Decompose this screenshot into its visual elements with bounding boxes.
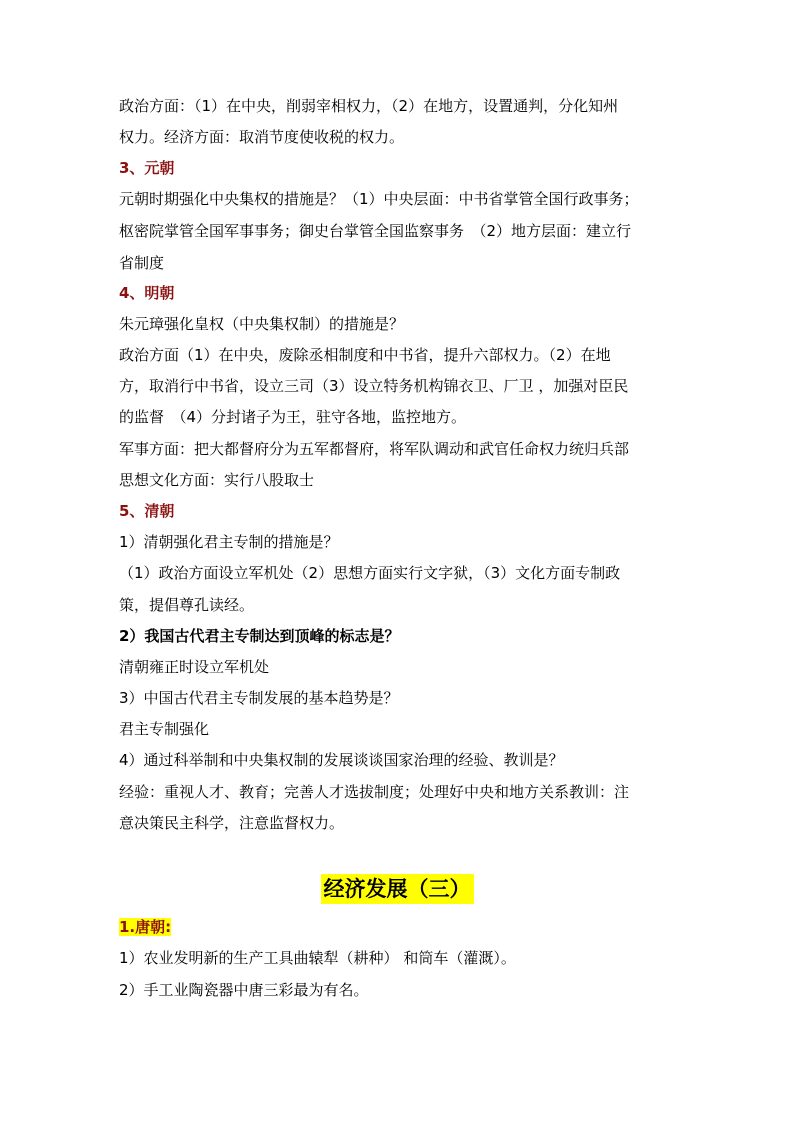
text-line: 省制度 [119,254,165,272]
bold-question: 2）我国古代君主专制达到顶峰的标志是？ [119,627,400,645]
text-line: （1）政治方面设立军机处（2）思想方面实行文字狱，（3）文化方面专制政 [119,564,621,582]
text-line: 权力。经济方面：取消节度使收税的权力。 [119,128,405,146]
text-line: 朱元璋强化皇权（中央集权制）的措施是？ [119,315,405,333]
text-line: 4）通过科举制和中央集权制的发展谈谈国家治理的经验、教训是？ [119,751,564,769]
heading-qing: 5、清朝 [119,502,175,520]
text-line: 清朝雍正时设立军机处 [119,658,270,676]
heading-tang-text: 1.唐朝: [119,918,172,936]
text-line: 策，提倡尊孔读经。 [119,596,255,614]
text-line: 政治方面（1）在中央，废除丞相制度和中书省，提升六部权力。（2）在地 [119,346,611,364]
text-line: 意决策民主科学，注意监督权力。 [119,814,345,832]
text-line: 1）清朝强化君主专制的措施是？ [119,533,339,551]
heading-yuan: 3、元朝 [119,159,175,177]
text-line: 元朝时期强化中央集权的措施是？（1）中央层面：中书省掌管全国行政事务； [119,190,639,208]
text-line: 思想文化方面：实行八股取士 [119,471,315,489]
text-line: 经验：重视人才、教育；完善人才选拔制度；处理好中央和地方关系教训：注 [119,783,630,801]
heading-tang [119,917,679,937]
text-line: 方，取消行中书省，设立三司（3）设立特务机构锦衣卫、厂卫 ，加强对臣民 [119,377,629,395]
text-line: 2）手工业陶瓷器中唐三彩最为有名。 [119,981,369,999]
section-title [0,874,794,904]
text-line: 政治方面：（1）在中央，削弱宰相权力，（2）在地方，设置通判，分化知州 [119,97,619,115]
heading-ming: 4、明朝 [119,284,175,302]
text-line: 军事方面：把大都督府分为五军都督府，将军队调动和武官任命权力统归兵部 [119,440,630,458]
text-line: 君主专制强化 [119,720,210,738]
text-line: 3）中国古代君主专制发展的基本趋势是？ [119,689,399,707]
section-title-text: 经济发展（三） [321,874,474,904]
text-line: 枢密院掌管全国军事事务；御史台掌管全国监察事务 （2）地方层面：建立行 [119,222,632,240]
text-line: 的监督 （4）分封诸子为王，驻守各地，监控地方。 [119,408,467,426]
text-line: 1）农业发明新的生产工具曲辕犁（耕种） 和筒车（灌溉）。 [119,949,516,967]
